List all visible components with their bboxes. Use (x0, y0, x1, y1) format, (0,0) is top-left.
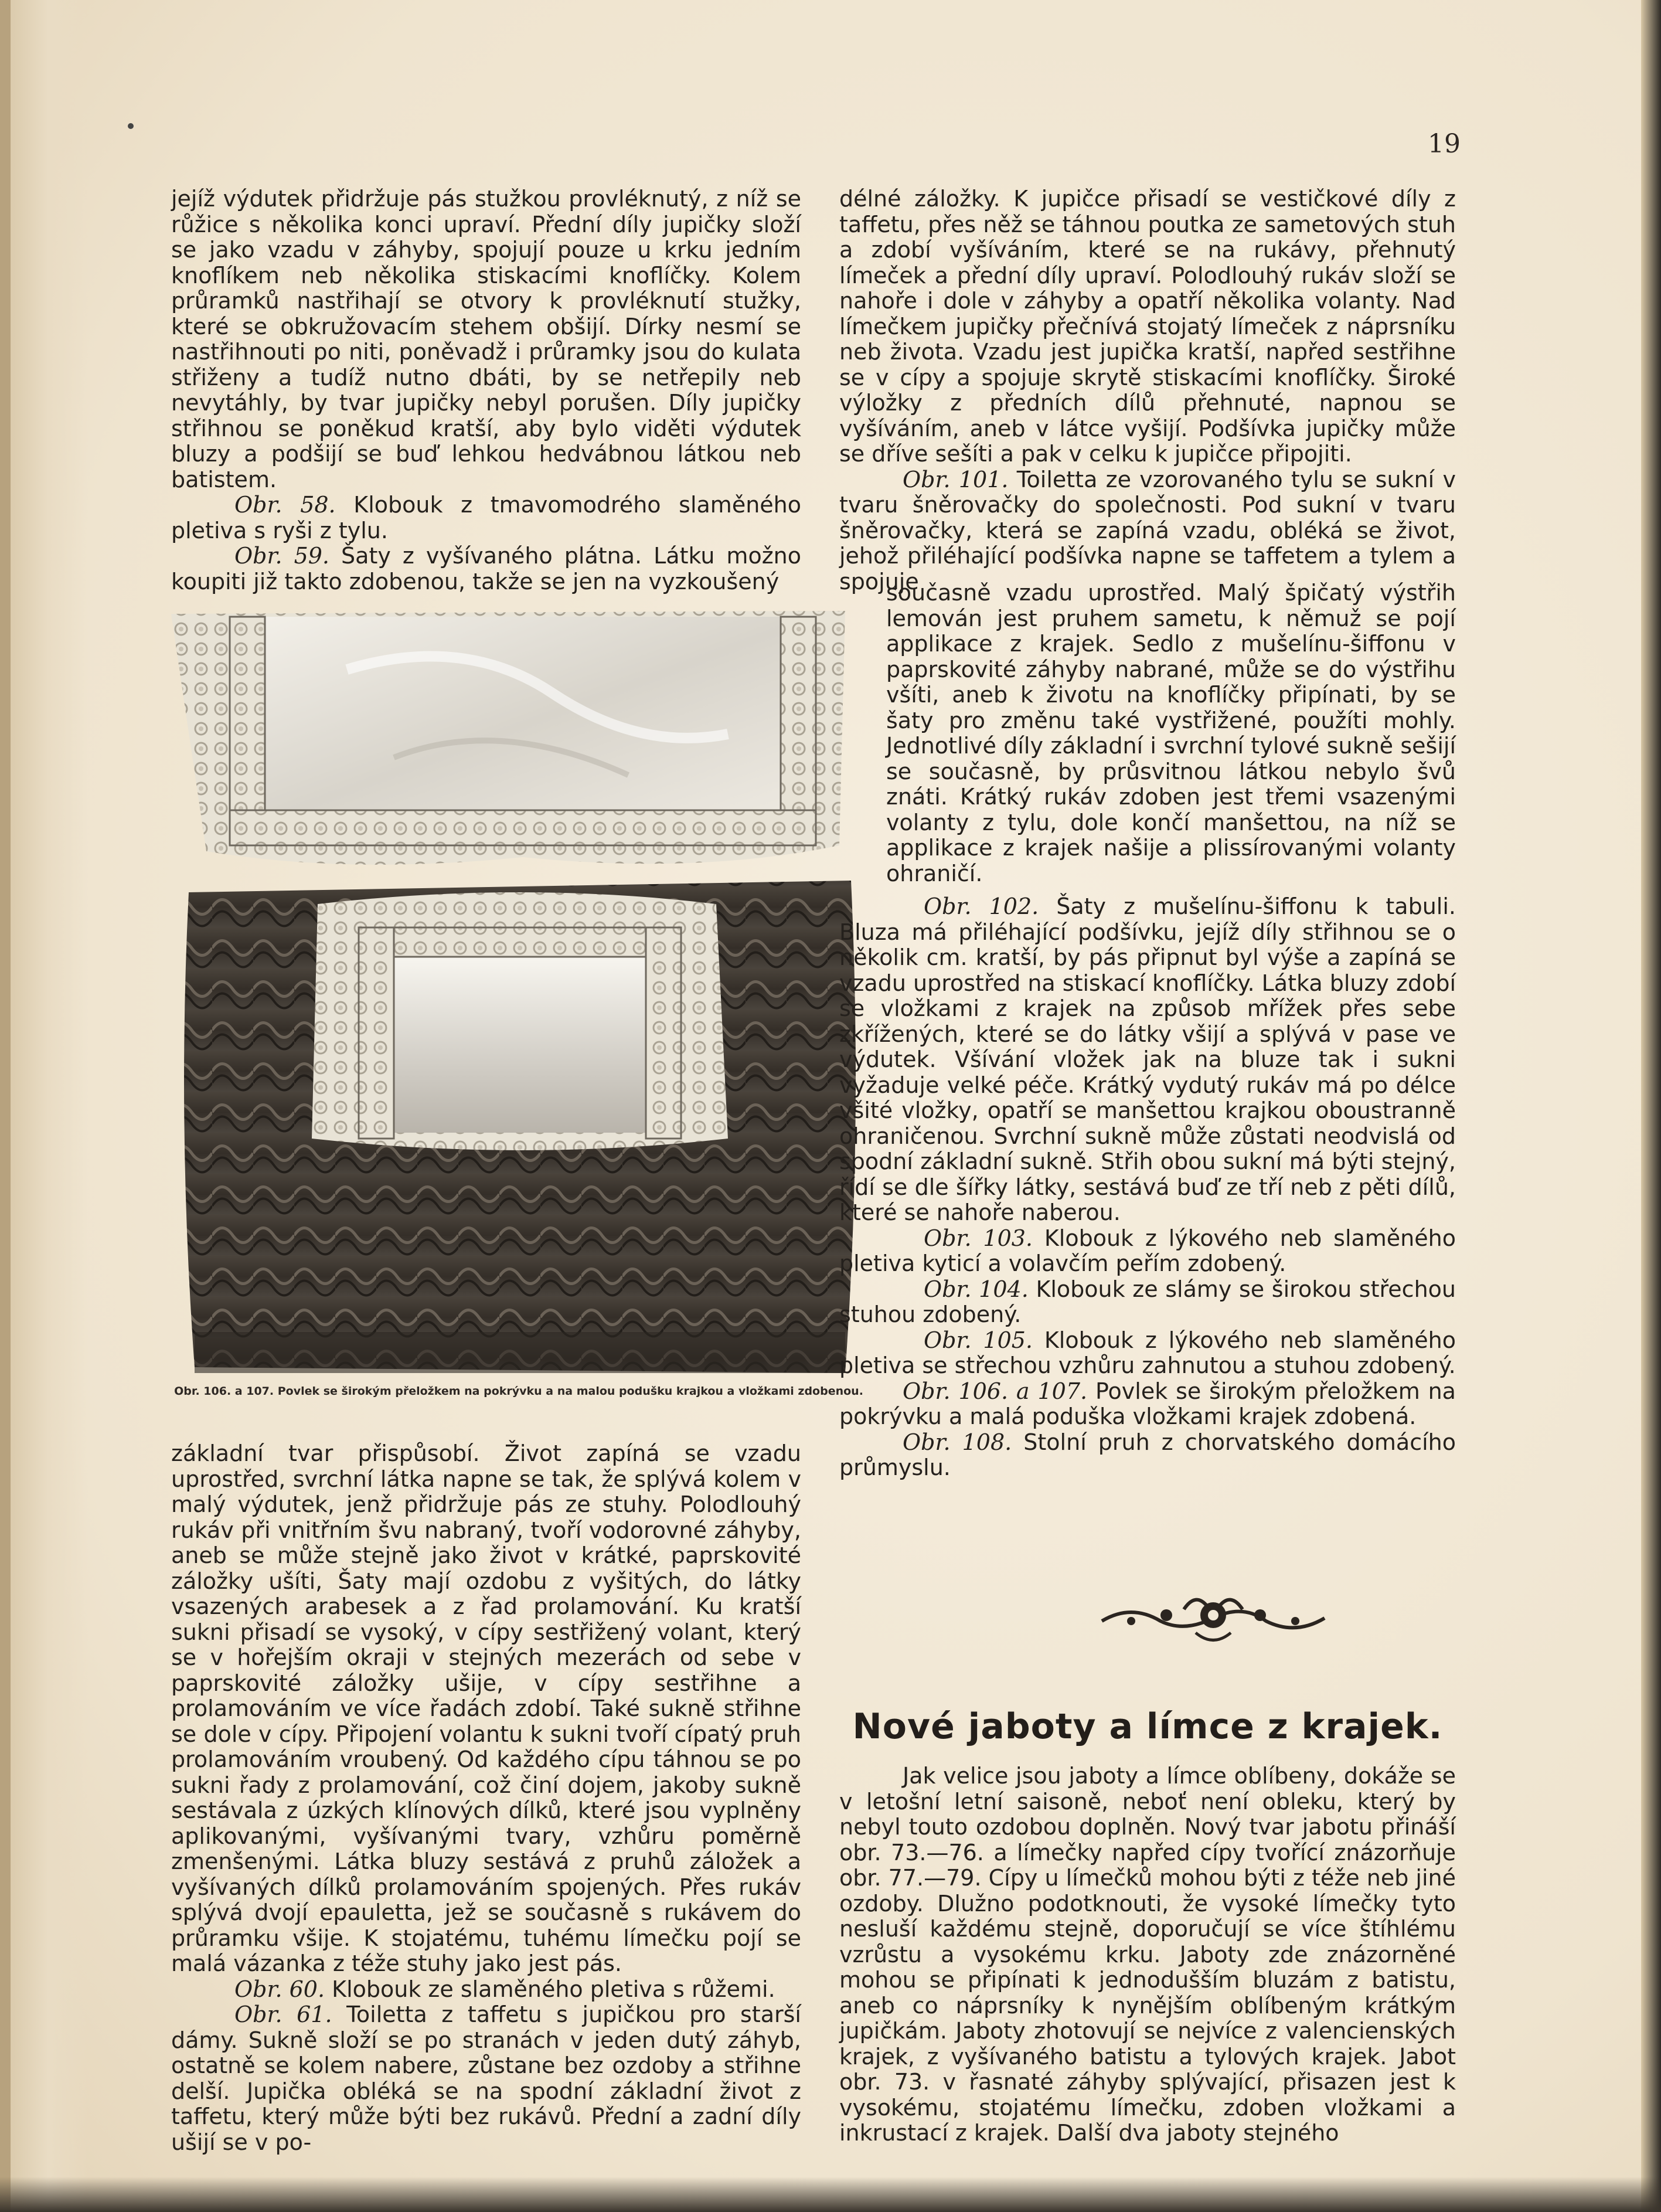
figure-ref: Obr. 61. (234, 2002, 332, 2027)
paragraph-text: Klobouk z lýkového neb slaměného pletiva se střechou vzhůru zahnutou a stuhou zdobený. (839, 1327, 1456, 1378)
figure-paragraph (839, 1328, 1456, 1379)
paragraph-text: Toiletta ze vzorovaného tylu se sukní v tvaru šněrovačky do společnosti. Pod sukní v tvaru šněrovačky, která se zapíná vzadu, obléká se život, jehož přiléhající podšívka napne se taffetem a tylem a spojuje (839, 466, 1456, 594)
figure-ref: Obr. 60. (234, 1976, 325, 2002)
figure-ref: Obr. 106. a 107. (903, 1378, 1088, 1404)
floral-ornament-icon (1096, 1586, 1330, 1650)
page-margin-shadow (0, 0, 88, 2212)
figure-paragraph (171, 1977, 801, 2003)
paragraph-text: Šaty z vyšívaného plátna. Látku možno koupiti již takto zdobenou, takže se jen na vyzkoušený (171, 543, 801, 594)
figure-ref: Obr. 104. (924, 1276, 1029, 1302)
speck (128, 123, 134, 129)
right-column-narrow (886, 580, 1456, 886)
figure-ref: Obr. 59. (234, 543, 330, 569)
page-edge-bottom (0, 2177, 1661, 2212)
paragraph-text: Klobouk ze slámy se širokou střechou stuhou zdobený. (839, 1276, 1456, 1327)
section-heading: Nové jaboty a límce z krajek. (852, 1706, 1443, 1747)
figure-paragraph (171, 492, 801, 543)
figure-ref: Obr. 58. (234, 492, 336, 518)
figure-paragraph (839, 894, 1456, 1226)
figure-paragraph (839, 467, 1456, 595)
figure-paragraph (171, 2002, 801, 2155)
right-column-bottom (839, 1764, 1456, 2146)
left-column-bottom (171, 1441, 801, 2155)
figure-paragraph (839, 1430, 1456, 1481)
illustration-pillowcase (171, 599, 866, 1385)
figure-ref: Obr. 108. (903, 1429, 1012, 1455)
paragraph: délné záložky. K jupičce přisadí se vestičkové díly z taffetu, přes něž se táhnou poutka ze sametových stuh a zdobí vyšíváním, které se na rukávy, přehnutý límeček a přední díly upraví. Polodlouhý rukáv složí se nahoře i dole v záhyby a opatří několika volanty. Nad límečkem jupičky přečnívá stojatý límeček z náprsníku neb života. Vzadu jest jupička kratší, napřed sestřihne se v cípy a spojuje skrytě stiskacími knoflíčky. Široké výložky z předních dílů přehnuté, napnou se vyšíváním, aneb v látce vyšijí. Podšívka jupičky může se dříve sešíti a pak v celku k jupičce připojiti. (839, 186, 1456, 467)
figure-paragraph (839, 1379, 1456, 1430)
paragraph-text: Klobouk z tmavomodrého slaměného pletiva s ryši z tylu. (171, 492, 801, 543)
right-column-top (839, 186, 1456, 594)
paragraph: jejíž výdutek přidržuje pás stužkou provléknutý, z níž se růžice s několika konci upraví. Přední díly jupičky složí se jako vzadu v záhyby, spojují pouze u krku jedním knoflíkem neb několika stiskacími knoflíčky. Kolem průramků nastřihají se otvory k provléknutí stužky, které se obkružovacím stehem obšijí. Dírky nesmí se nastřihnouti po niti, poněvadž i průramky jsou do kulata střiženy a tudíž nutno dbáti, by se netřepily neb nevytáhly, by tvar jupičky nebyl porušen. Díly jupičky střihnou se poněkud kratší, aby bylo viděti výdutek bluzy a podšijí se buď lehkou hedvábnou látkou neb batistem. (171, 186, 801, 492)
paragraph-text: Povlek se širokým přeložkem na pokrývku a malá poduška vložkami krajek zdobená. (839, 1378, 1456, 1429)
figure-ref: Obr. 103. (924, 1225, 1033, 1251)
figure-paragraph (171, 543, 801, 594)
figure-paragraph (839, 1277, 1456, 1328)
paragraph-text: Klobouk ze slaměného pletiva s růžemi. (332, 1976, 775, 2002)
figure-ref: Obr. 102. (924, 893, 1039, 919)
right-column-middle (839, 894, 1456, 1481)
pillowcase-drawing (171, 599, 866, 1385)
satin-panel-top (230, 617, 816, 834)
paragraph-text: Klobouk z lýkového neb slaměného pletiva kyticí a volavčím peřím zdobený. (839, 1225, 1456, 1276)
paragraph-text: Šaty z mušelínu-šiffonu k tabuli. Bluza má přiléhající podšívku, jejíž díly střihnou se o několik cm. kratší, by pás připnut byl výše a zapíná se vzadu uprostřed na stiskací knoflíčky. Látka bluzy zdobí se vložkami z krajek na způsob mřížek přes sebe zkřížených, které se do látky všijí a splývá v pase ve výdutek. Všívání vložek jak na bluze tak i sukni vyžaduje velké péče. Krátký vydutý rukáv má po délce všité vložky, opatří se manšettou krajkou oboustranně ohraničenou. Svrchní sukně může zůstati neodvislá od spodní základní sukně. Střih obou sukní má býti stejný, řídí se dle šířky látky, sestává buď ze tří neb z pěti dílů, které se nahoře naberou. (839, 893, 1456, 1225)
figure-caption: Obr. 106. a 107. Povlek se širokým přeložkem na pokrývku a na malou podušku krajkou a vložkami zdobenou. (174, 1385, 863, 1398)
paragraph: současně vzadu uprostřed. Malý špičatý výstřih lemován jest pruhem sametu, k němuž se pojí applikace z krajek. Sedlo z mušelínu-šiffonu v paprskovité záhyby nabrané, může se do výstřihu všíti, aneb k životu na knoflíčky připínati, by se šaty pro změnu také vystřižené, použíti mohly. Jednotlivé díly základní i svrchní tylové sukně sešijí se současně, by průsvitnou látkou nebylo švů znáti. Krátký rukáv zdoben jest třemi vsazenými volanty z tylu, dole končí manšettou, na níž se applikace z krajek našije a plissírovanými volanty ohraničí. (886, 580, 1456, 886)
paragraph-text: Toiletta z taffetu s jupičkou pro starší dámy. Sukně složí se po stranách v jeden dutý záhyb, ostatně se kolem nabere, zůstane bez ozdoby a střihne delší. Jupička obléká se na spodní základní život z taffetu, který může býti bez rukávů. Přední a zadní díly ušijí se v po- (171, 2002, 801, 2155)
left-column-top (171, 186, 801, 594)
figure-ref: Obr. 101. (903, 466, 1009, 492)
paragraph-text: Stolní pruh z chorvatského domácího průmyslu. (839, 1429, 1456, 1480)
figure-ref: Obr. 105. (924, 1327, 1033, 1353)
page-number: 19 (1428, 129, 1461, 159)
figure-paragraph (839, 1226, 1456, 1277)
paragraph: Jak velice jsou jaboty a límce oblíbeny, dokáže se v letošní letní saisoně, neboť není obleku, který by nebyl touto ozdobou doplněn. Nový tvar jabotu přináší obr. 73.—76. a límečky napřed cípy tvořící znázorňuje obr. 77.—79. Cípy u límečků mohou býti z téže neb jiné ozdoby. Dlužno podotknouti, že vysoké límečky tyto nesluší každému stejně, doporučují se více štíhlému vzrůstu a vysokému krku. Jaboty zde znázorněné mohou se připínati k jednodušším bluzám z batistu, aneb co náprsníky k nynějším oblíbeným krátkým jupičkám. Jaboty zhotovují se nejvíce z valencienských krajek, z vyšívaného batistu a tylových krajek. Jabot obr. 73. v řasnaté záhyby splývající, přisazen jest k vysokému, stojatému límečku, zdoben vložkami a inkrustací z krajek. Další dva jaboty stejného (839, 1763, 1456, 2146)
satin-panel-cushion (394, 957, 646, 1133)
binding-edge (0, 0, 11, 2212)
paragraph: základní tvar přispůsobí. Život zapíná se vzadu uprostřed, svrchní látka napne se tak, že splývá kolem v malý výdutek, jenž přidržuje pás ze stuhy. Polodlouhý rukáv při vnitřním švu nabraný, tvoří vodorovné záhyby, aneb se může stejně jako život v krátké, paprskovité záložky ušíti, Šaty mají ozdobu z vyšitých, do látky vsazených arabesek a z řad prolamování. Ku kratší sukni přisadí se vysoký, v cípy sestřižený volant, který se v hořejším okraji v stejných mezerách od sebe v paprskovité záložky ušije, v cípy sestřihne a prolamováním ve více řadách zdobí. Také sukně střihne se dole v cípy. Připojení volantu k sukni tvoří cípatý pruh prolamováním vroubený. Od každého cípu táhnou se po sukni řady z prolamování, což činí dojem, jakoby sukně sestávala z úzkých klínových dílků, které jsou vyplněny aplikovanými, vyšívanými tvary, vzhůru poměrně zmenšenými. Látka bluzy sestává z pruhů záložek a vyšívaných dílků prolamováním spojených. Přes rukáv splývá dvojí epauletta, jež se současně s rukávem do průramku všije. K stojatému, tuhému límečku pojí se malá vázanka z téže stuhy jako jest pás. (171, 1440, 801, 1976)
page-edge-right (1641, 0, 1661, 2212)
